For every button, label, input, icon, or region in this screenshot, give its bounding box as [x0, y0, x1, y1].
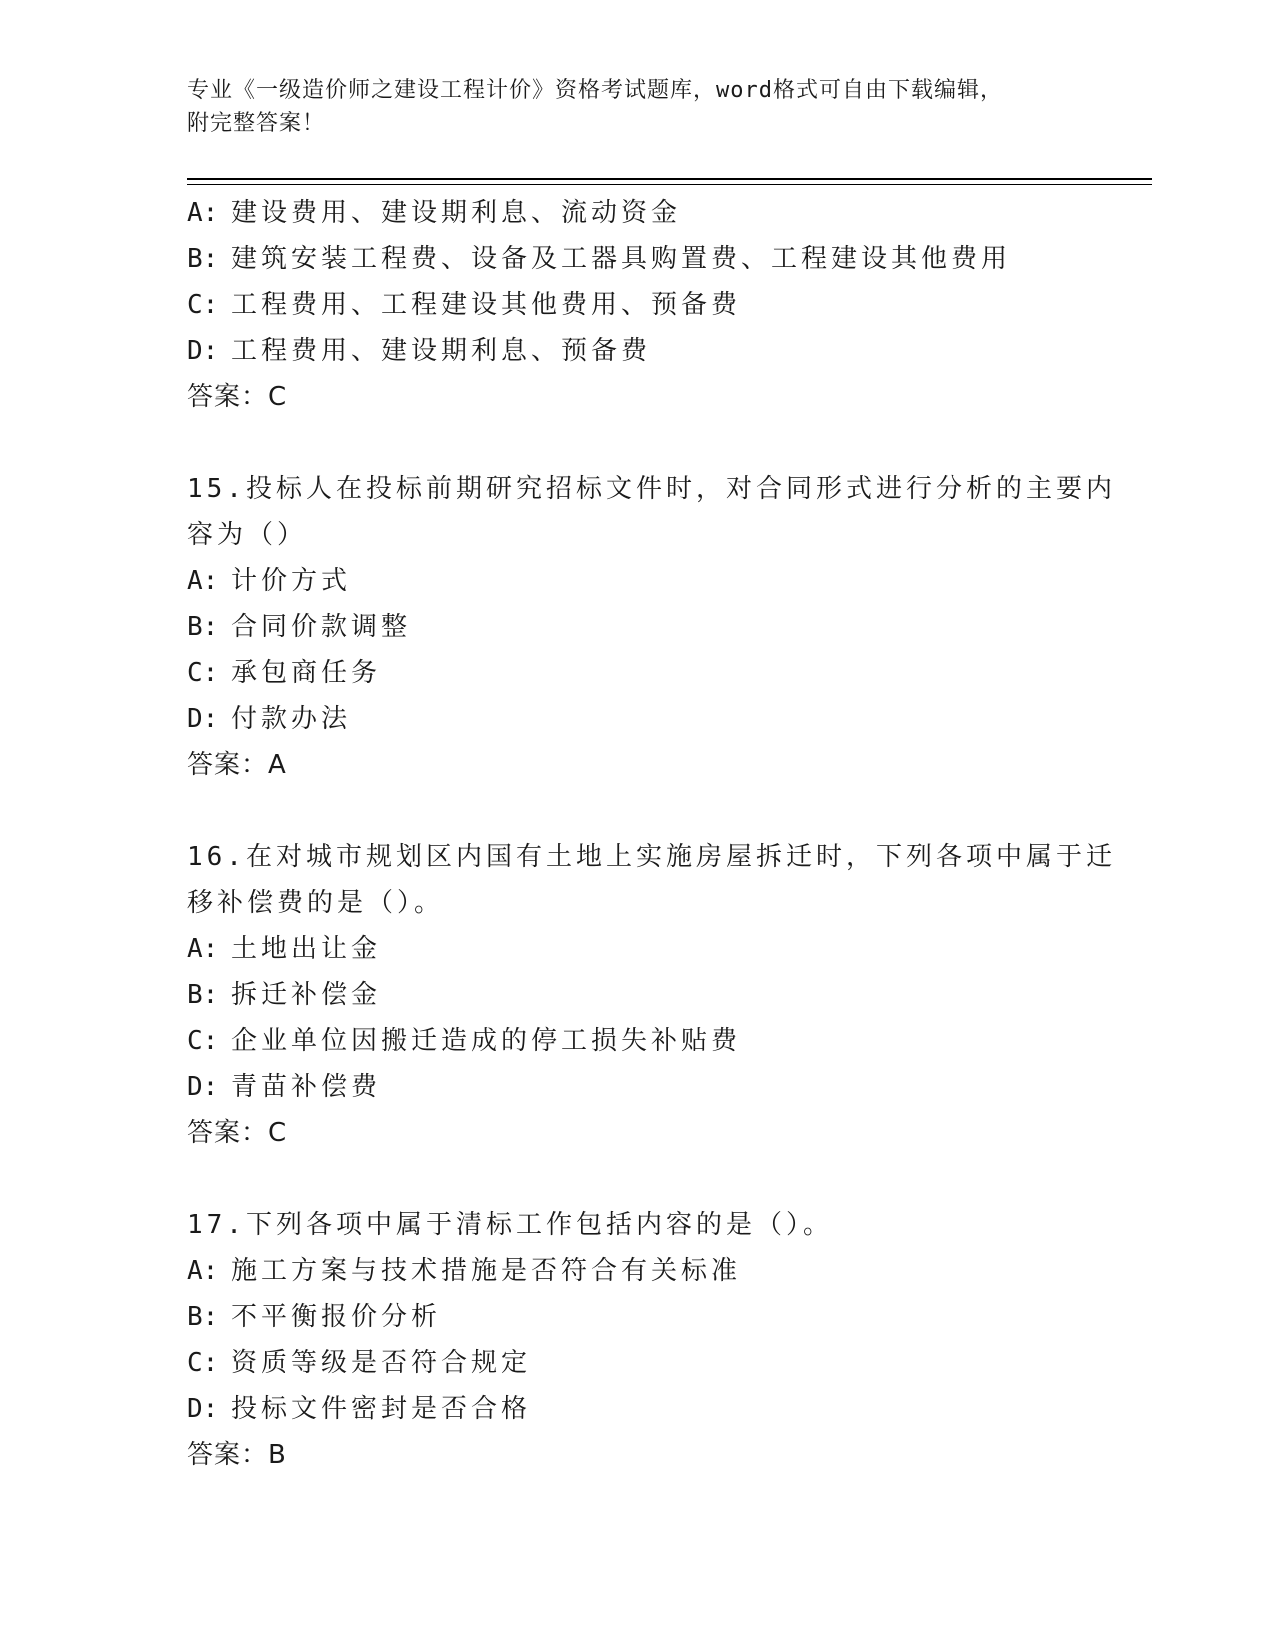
question-stem-line-1: 15.投标人在投标前期研究招标文件时，对合同形式进行分析的主要内	[187, 474, 1116, 504]
option-c: C: 承包商任务	[187, 658, 382, 688]
option-b: B: 合同价款调整	[187, 612, 412, 642]
option-a: A: 计价方式	[187, 566, 352, 596]
header-line-1: 专业《一级造价师之建设工程计价》资格考试题库，word格式可自由下载编辑，	[187, 78, 1003, 103]
option-b: B: 建筑安装工程费、设备及工器具购置费、工程建设其他费用	[187, 244, 1012, 274]
spacer	[187, 420, 1107, 466]
header-line-2: 附完整答案！	[187, 111, 326, 136]
option-c: C: 工程费用、工程建设其他费用、预备费	[187, 290, 742, 320]
question-list	[187, 190, 1116, 1478]
answer-line: 答案：C	[187, 1118, 288, 1148]
option-d: D: 投标文件密封是否合格	[187, 1394, 532, 1424]
option-d: D: 付款办法	[187, 704, 352, 734]
option-c: C: 企业单位因搬迁造成的停工损失补贴费	[187, 1026, 742, 1056]
option-b: B: 拆迁补偿金	[187, 980, 382, 1010]
option-a: A: 建设费用、建设期利息、流动资金	[187, 198, 682, 228]
question-stem-line-2: 移补偿费的是（）。	[187, 888, 445, 918]
header-divider-thick	[187, 178, 1152, 180]
question-stem-line-1: 17.下列各项中属于清标工作包括内容的是（）。	[187, 1210, 833, 1240]
option-c: C: 资质等级是否符合规定	[187, 1348, 532, 1378]
spacer	[187, 1156, 1107, 1202]
answer-line: 答案：C	[187, 382, 288, 412]
option-d: D: 工程费用、建设期利息、预备费	[187, 336, 652, 366]
question-14	[187, 190, 1107, 420]
answer-line: 答案：A	[187, 750, 287, 780]
spacer	[187, 788, 1107, 834]
question-stem-line-2: 容为（）	[187, 520, 308, 550]
option-a: A: 施工方案与技术措施是否符合有关标准	[187, 1256, 742, 1286]
option-d: D: 青苗补偿费	[187, 1072, 382, 1102]
question-16	[187, 834, 1116, 1156]
question-17	[187, 1202, 1107, 1478]
option-a: A: 土地出让金	[187, 934, 382, 964]
answer-line: 答案：B	[187, 1440, 287, 1470]
header-divider-thin	[187, 184, 1152, 185]
document-header	[187, 74, 1087, 140]
option-b: B: 不平衡报价分析	[187, 1302, 442, 1332]
question-stem-line-1: 16.在对城市规划区内国有土地上实施房屋拆迁时，下列各项中属于迁	[187, 842, 1116, 872]
question-15	[187, 466, 1116, 788]
